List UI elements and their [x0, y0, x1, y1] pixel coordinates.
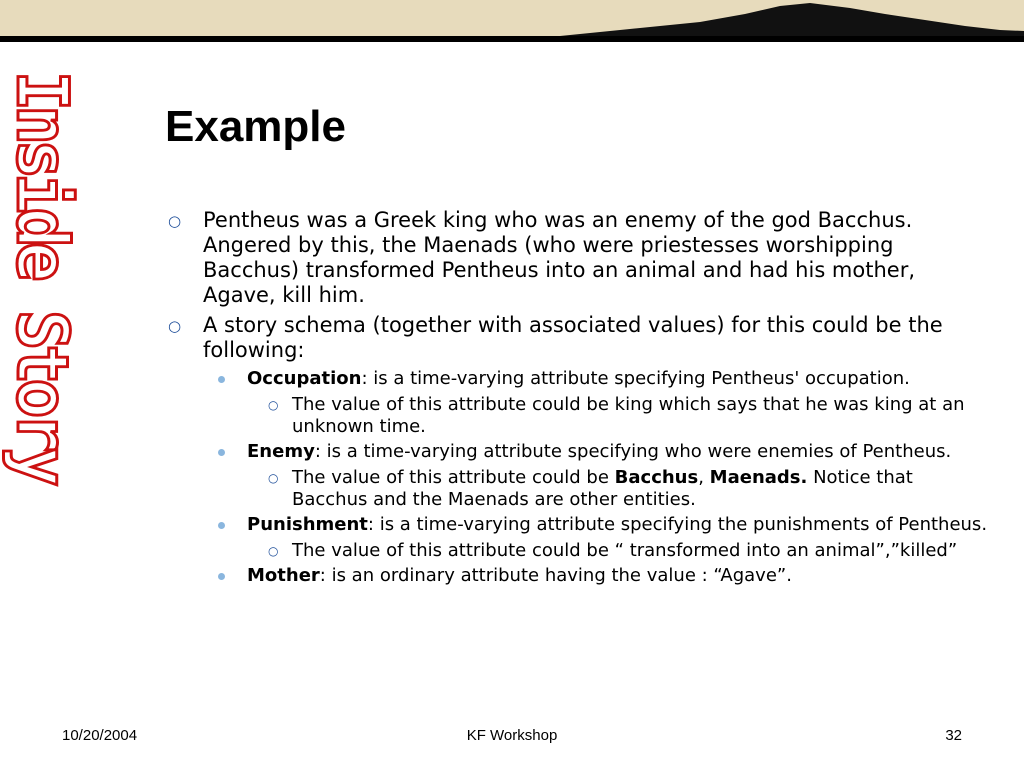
- attribute-item-punishment: [160, 514, 990, 536]
- attribute-item-enemy: [160, 441, 990, 463]
- attribute-name: Punishment: [247, 514, 368, 535]
- attribute-desc: : is an ordinary attribute having the value : “Agave”.: [319, 565, 792, 586]
- attribute-item-mother: [160, 565, 990, 587]
- footer-date: 10/20/2004: [62, 727, 138, 744]
- dot-bullet-icon: [218, 376, 225, 383]
- footer-title: KF Workshop: [466, 727, 558, 744]
- hollow-circle-bullet-icon: ○: [268, 398, 279, 412]
- value-text: The value of this attribute could be king which says that he was king at an unknown time.: [292, 394, 965, 437]
- hollow-circle-bullet-icon: ○: [168, 212, 182, 230]
- slide-title: Example: [165, 102, 346, 151]
- attribute-value-punishment: [160, 540, 990, 562]
- attribute-name: Enemy: [247, 441, 315, 462]
- attribute-value-occupation: [160, 394, 990, 438]
- header-banner: [0, 0, 1024, 44]
- item-text: A story schema (together with associated values) for this could be the following:: [203, 313, 943, 362]
- value-bold-maenads: Maenads.: [709, 467, 808, 488]
- page-number: 32: [945, 727, 962, 744]
- attribute-desc: : is a time-varying attribute specifying who were enemies of Pentheus.: [314, 441, 952, 462]
- dot-bullet-icon: [218, 449, 225, 456]
- value-suffix: Notice that Bacchus and the Maenads are other entities.: [292, 467, 913, 510]
- attribute-item-occupation: [160, 368, 990, 390]
- hollow-circle-bullet-icon: ○: [268, 544, 279, 558]
- value-text: The value of this attribute could be “ transformed into an animal”,”killed”: [292, 540, 958, 561]
- attribute-desc: : is a time-varying attribute specifying the punishments of Pentheus.: [367, 514, 988, 535]
- attribute-desc: : is a time-varying attribute specifying Pentheus' occupation.: [361, 368, 910, 389]
- value-prefix: The value of this attribute could be: [292, 467, 615, 488]
- list-item: [160, 208, 990, 308]
- attribute-value-enemy: [160, 467, 990, 511]
- hollow-circle-bullet-icon: ○: [268, 471, 279, 485]
- list-item: [160, 313, 990, 363]
- attribute-name: Mother: [247, 565, 320, 586]
- svg-text:Inside Story: Inside Story: [0, 71, 83, 505]
- slide-content: [160, 208, 990, 587]
- hollow-circle-bullet-icon: ○: [168, 317, 182, 335]
- dot-bullet-icon: [218, 573, 225, 580]
- dot-bullet-icon: [218, 522, 225, 529]
- value-separator: ,: [698, 467, 710, 488]
- attribute-name: Occupation: [247, 368, 362, 389]
- item-text: Pentheus was a Greek king who was an enemy of the god Bacchus. Angered by this, the Maenads (who were priestesses worshipping Bacchus) transformed Pentheus into an animal and had his mother, Agave, kill him.: [203, 208, 916, 307]
- inside-story-wordart: [0, 66, 83, 505]
- value-bold-bacchus: Bacchus: [614, 467, 699, 488]
